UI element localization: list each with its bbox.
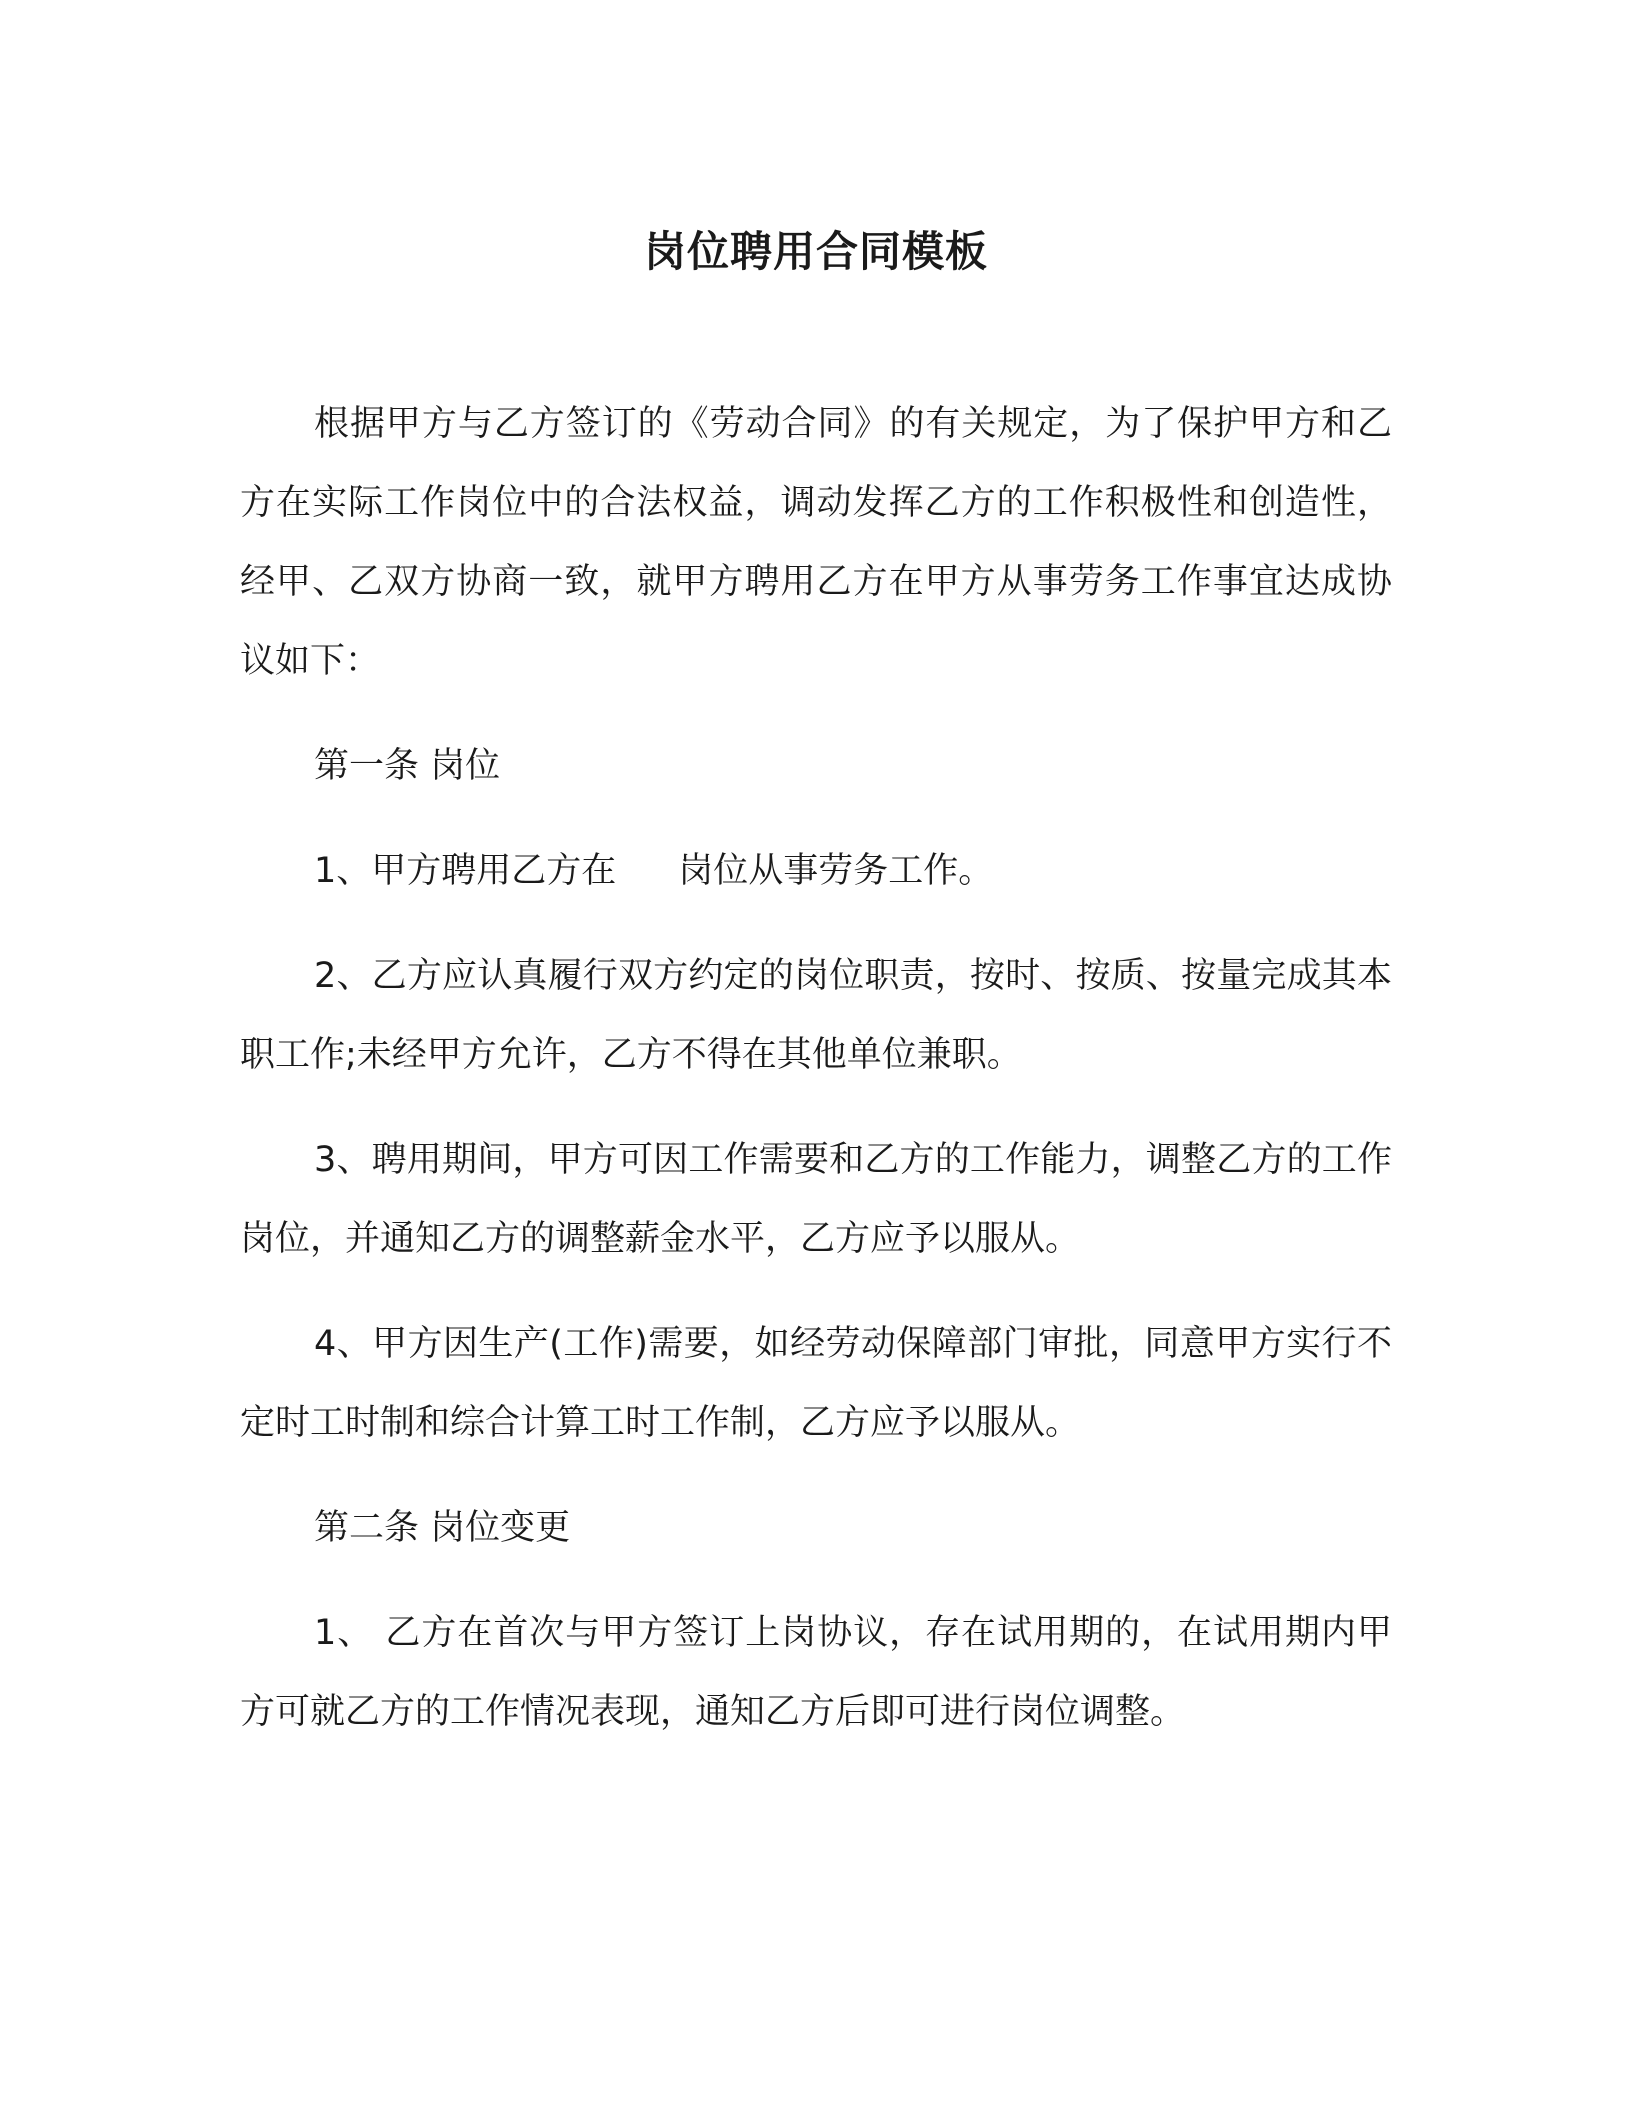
article-1-item-3: 3、聘用期间，甲方可因工作需要和乙方的工作能力，调整乙方的工作岗位，并通知乙方的调整薪金水平，乙方应予以服从。: [240, 1140, 1392, 1259]
article-1-item-1-text-before: 1、甲方聘用乙方在: [314, 851, 617, 891]
article-1-heading: 第一条 岗位: [314, 746, 501, 786]
intro-paragraph: 根据甲方与乙方签订的《劳动合同》的有关规定，为了保护甲方和乙方在实际工作岗位中的合法权益，调动发挥乙方的工作积极性和创造性，经甲、乙双方协商一致，就甲方聘用乙方在甲方从事劳务工作事宜达成协议如下：: [240, 404, 1392, 681]
article-1-item-1-text-after: 岗位从事劳务工作。: [678, 851, 994, 891]
article-2-heading: 第二条 岗位变更: [314, 1508, 571, 1548]
article-1-item-4: 4、甲方因生产(工作)需要，如经劳动保障部门审批，同意甲方实行不定时工时制和综合计算工时工作制，乙方应予以服从。: [240, 1324, 1392, 1443]
article-1-item-1: [240, 832, 1392, 911]
document-title: 岗位聘用合同模板: [643, 227, 988, 276]
document-body: [240, 385, 1392, 1778]
article-2-item-1: 1、 乙方在首次与甲方签订上岗协议，存在试用期的，在试用期内甲方可就乙方的工作情况表现，通知乙方后即可进行岗位调整。: [240, 1613, 1392, 1732]
article-1-item-2: 2、乙方应认真履行双方约定的岗位职责，按时、按质、按量完成其本职工作;未经甲方允许，乙方不得在其他单位兼职。: [240, 956, 1392, 1075]
